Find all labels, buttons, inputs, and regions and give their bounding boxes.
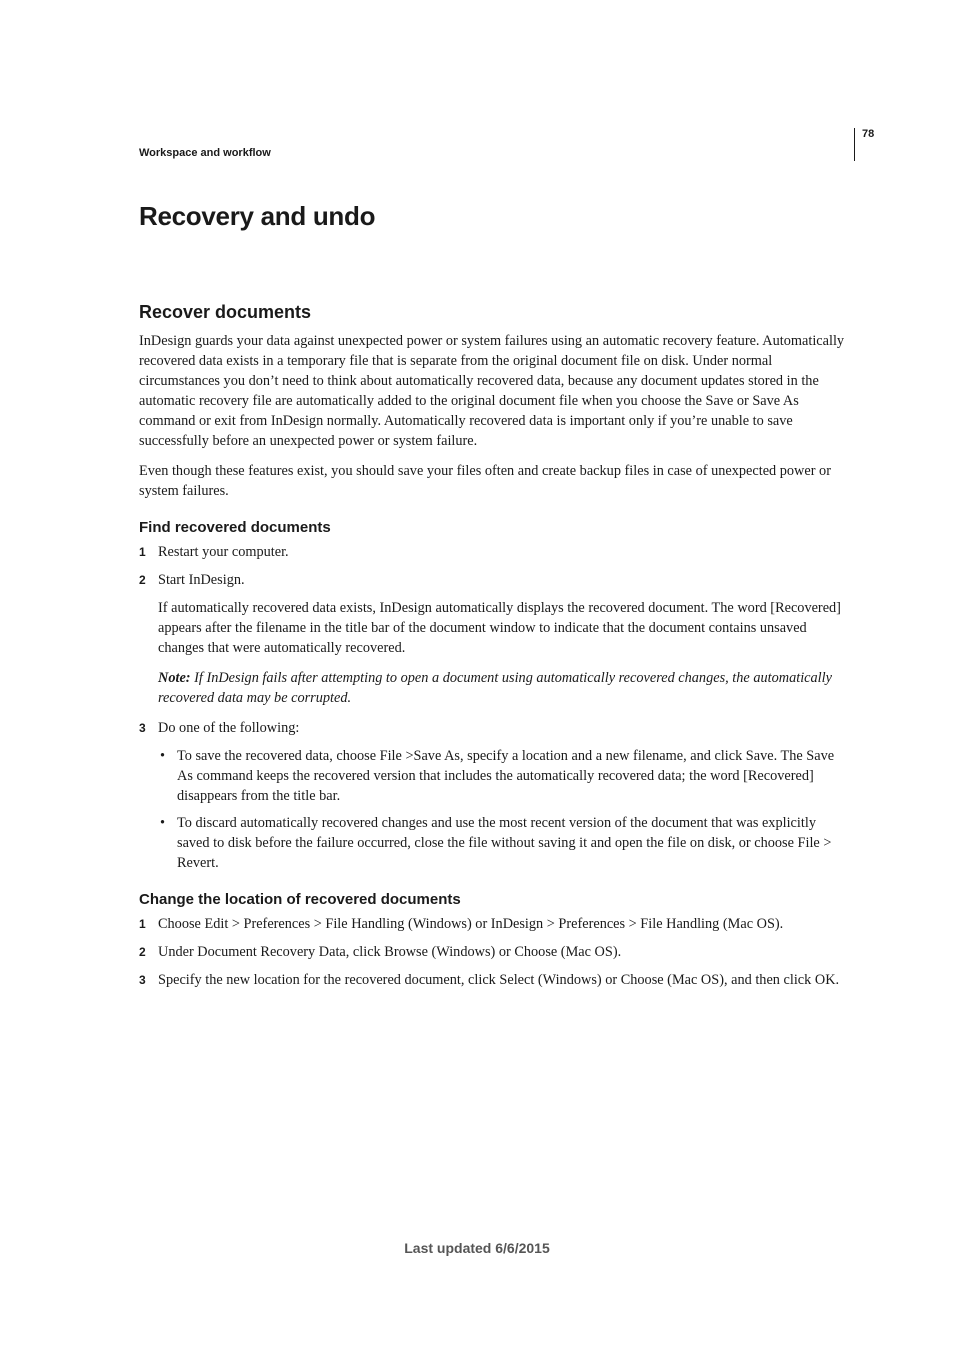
step-number: 1	[139, 917, 146, 931]
step-text: Under Document Recovery Data, click Browse (Windows) or Choose (Mac OS).	[158, 944, 622, 960]
bullet-icon: •	[160, 815, 166, 831]
running-head: Workspace and workflow	[139, 147, 271, 159]
note	[139, 668, 849, 708]
paragraph: Even though these features exist, you should save your files often and create backup files in case of unexpected power or system failures.	[139, 463, 831, 499]
step-number: 2	[139, 945, 146, 959]
footer-updated: Last updated 6/6/2015	[404, 1240, 550, 1256]
step-text: Choose Edit > Preferences > File Handling (Windows) or InDesign > Preferences > File Handling (Mac OS).	[158, 916, 784, 932]
step-text: Restart your computer.	[158, 544, 289, 560]
bullet-text: To save the recovered data, choose File >Save As, specify a location and a new filename, and click Save. The Save As command keeps the recovered version that includes the automatically recovered data; the word [Recovered] disappears from the title bar.	[177, 748, 835, 804]
step-detail: If automatically recovered data exists, InDesign automatically displays the recovered document. The word [Recovered] appears after the filename in the title bar of the document window to indicate that the document contains unsaved changes that were automatically recovered.	[158, 600, 841, 656]
bullet-text: To discard automatically recovered changes and use the most recent version of the document that was explicitly saved to disk before the failure occurred, close the file without saving it and open the file on disk, or choose File > Revert.	[177, 815, 832, 871]
step-number: 2	[139, 573, 146, 587]
section-heading-recover: Recover documents	[139, 302, 312, 322]
bullet-icon: •	[160, 748, 166, 764]
bullet-item	[139, 813, 849, 873]
page-title: Recovery and undo	[139, 201, 376, 231]
subheading-find: Find recovered documents	[139, 519, 331, 536]
step-number: 3	[139, 721, 146, 735]
step-text: Do one of the following:	[158, 720, 300, 736]
list-item	[139, 718, 849, 738]
page-content	[139, 197, 849, 998]
list-item	[139, 914, 849, 934]
step-text: Start InDesign.	[158, 572, 245, 588]
bullet-item	[139, 746, 849, 806]
subheading-change: Change the location of recovered documents	[139, 891, 461, 908]
header-rule	[854, 128, 855, 161]
step-number: 3	[139, 973, 146, 987]
list-item	[139, 942, 849, 962]
step-text: Specify the new location for the recovered document, click Select (Windows) or Choose (Mac OS), and then click OK.	[158, 972, 840, 988]
step-number: 1	[139, 545, 146, 559]
paragraph: InDesign guards your data against unexpected power or system failures using an automatic recovery feature. Automatically recovered data exists in a temporary file that is separate from the original document file on disk. Under normal circumstances you don’t need to think about automatically recovered data, because any document updates stored in the automatic recovery file are automatically added to the original document file when you choose the Save or Save As command or exit from InDesign normally. Automatically recovered data is important only if you’re unable to save successfully before an unexpected power or system failure.	[139, 333, 845, 449]
page-number: 78	[862, 128, 875, 140]
note-text: If InDesign fails after attempting to open a document using automatically recovered changes, the automatically recovered data may be corrupted.	[158, 670, 832, 706]
list-item	[139, 542, 849, 562]
note-label: Note:	[158, 670, 191, 686]
list-item	[139, 570, 849, 590]
list-item	[139, 970, 849, 990]
